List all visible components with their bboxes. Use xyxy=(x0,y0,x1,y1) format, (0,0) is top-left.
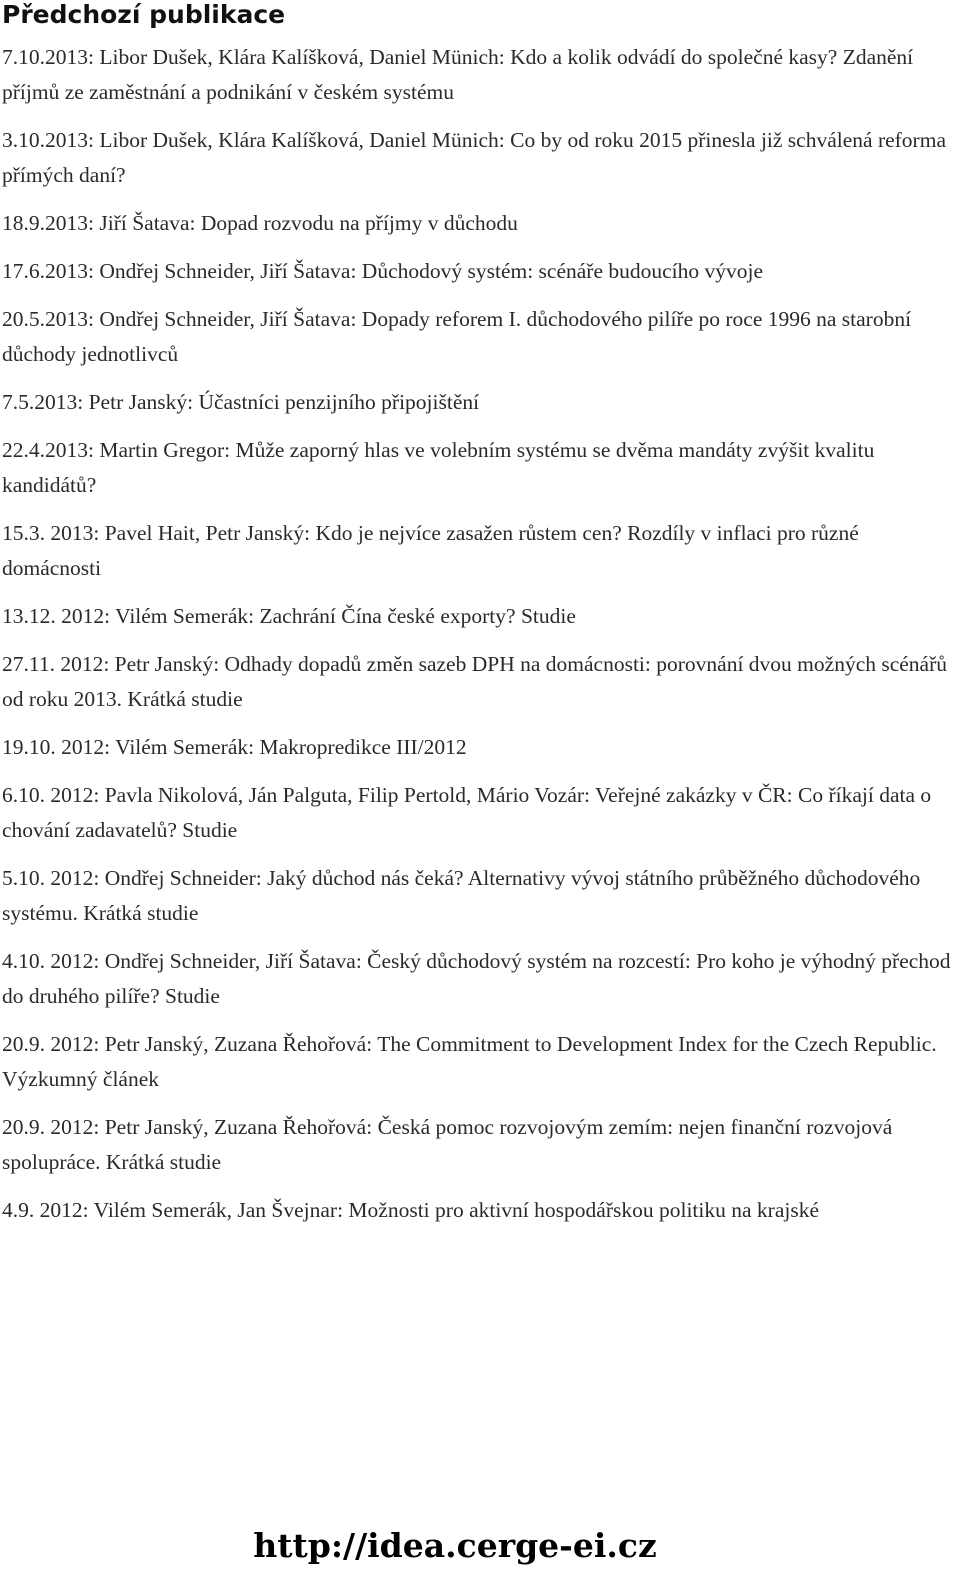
publication-item: 18.9.2013: Jiří Šatava: Dopad rozvodu na příjmy v důchodu xyxy=(2,211,518,235)
footer-url-link[interactable]: http://idea.cerge-ei.cz xyxy=(253,1526,657,1565)
publication-item: 6.10. 2012: Pavla Nikolová, Ján Palguta, Filip Pertold, Mário Vozár: Veřejné zakázky v ČR: Co říkají data o chování zadavatelů? Studie xyxy=(2,783,932,842)
publication-item: 3.10.2013: Libor Dušek, Klára Kalíšková, Daniel Münich: Co by od roku 2015 přinesla již schválená reforma přímých daní? xyxy=(2,128,946,187)
publication-item: 4.10. 2012: Ondřej Schneider, Jiří Šatava: Český důchodový systém na rozcestí: Pro koho je výhodný přechod do druhého pilíře? Studie xyxy=(2,949,951,1008)
publication-item: 4.9. 2012: Vilém Semerák, Jan Švejnar: Možnosti pro aktivní hospodářskou politiku na krajské xyxy=(2,1198,819,1222)
publication-item: 5.10. 2012: Ondřej Schneider: Jaký důchod nás čeká? Alternativy vývoj státního průběžného důchodového systému. Krátká studie xyxy=(2,866,921,925)
publication-item: 17.6.2013: Ondřej Schneider, Jiří Šatava: Důchodový systém: scénáře budoucího vývoje xyxy=(2,259,764,283)
page-title: Předchozí publikace xyxy=(2,0,286,29)
publication-item: 13.12. 2012: Vilém Semerák: Zachrání Čína české exporty? Studie xyxy=(2,604,576,628)
publication-item: 27.11. 2012: Petr Janský: Odhady dopadů změn sazeb DPH na domácnosti: porovnání dvou možných scénářů od roku 2013. Krátká studie xyxy=(2,652,948,711)
publication-list xyxy=(2,40,958,1241)
publication-item: 7.5.2013: Petr Janský: Účastníci penzijního připojištění xyxy=(2,390,480,414)
publication-item: 20.9. 2012: Petr Janský, Zuzana Řehořová: Česká pomoc rozvojovým zemím: nejen finanční rozvojová spolupráce. Krátká studie xyxy=(2,1115,893,1174)
publication-item: 19.10. 2012: Vilém Semerák: Makropredikce III/2012 xyxy=(2,735,467,759)
publication-item: 7.10.2013: Libor Dušek, Klára Kalíšková, Daniel Münich: Kdo a kolik odvádí do společné kasy? Zdanění příjmů ze zaměstnání a podnikání v českém systému xyxy=(2,45,914,104)
publication-item: 22.4.2013: Martin Gregor: Může zaporný hlas ve volebním systému se dvěma mandáty zvýšit kvalitu kandidátů? xyxy=(2,438,875,497)
publication-item: 20.5.2013: Ondřej Schneider, Jiří Šatava: Dopady reforem I. důchodového pilíře po roce 1996 na starobní důchody jednotlivců xyxy=(2,307,912,366)
publication-item: 15.3. 2013: Pavel Hait, Petr Janský: Kdo je nejvíce zasažen růstem cen? Rozdíly v inflaci pro různé domácnosti xyxy=(2,521,859,580)
publication-item: 20.9. 2012: Petr Janský, Zuzana Řehořová: The Commitment to Development Index for the Czech Republic. Výzkumný článek xyxy=(2,1032,937,1091)
